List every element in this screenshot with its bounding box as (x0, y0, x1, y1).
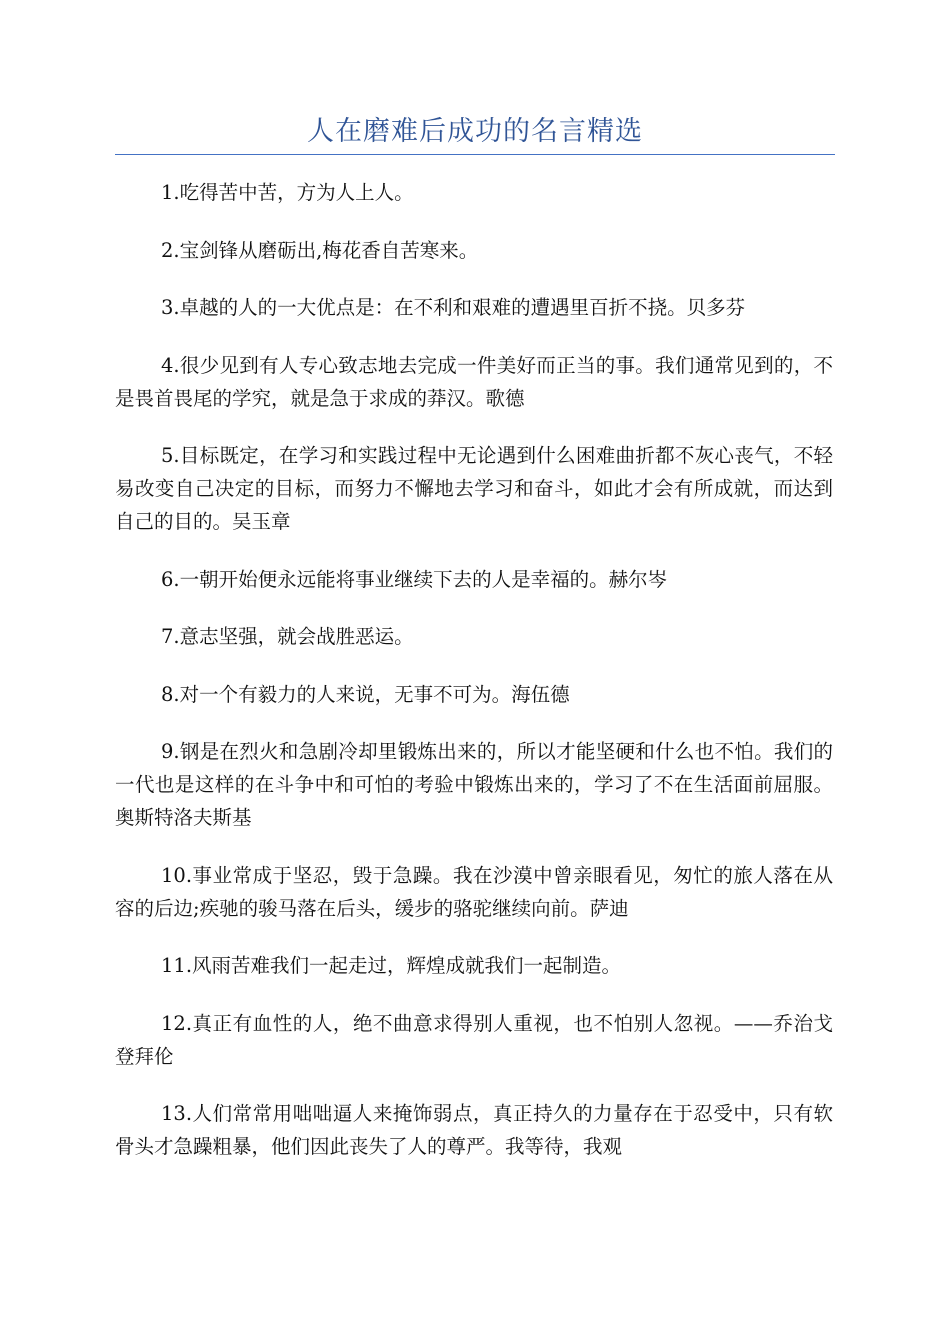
quote-paragraph: 7.意志坚强，就会战胜恶运。 (161, 625, 414, 648)
quote-paragraph: 9.钢是在烈火和急剧冷却里锻炼出来的，所以才能坚硬和什么也不怕。我们的一代也是这样的在斗争中和可怕的考验中锻炼出来的，学习了不在生活面前屈服。奥斯特洛夫斯基 (115, 740, 833, 829)
document-title: 人在磨难后成功的名言精选 (307, 116, 643, 147)
quote-paragraph: 13.人们常常用咄咄逼人来掩饰弱点，真正持久的力量存在于忍受中，只有软骨头才急躁粗暴，他们因此丧失了人的尊严。我等待，我观 (115, 1102, 833, 1158)
title-underline (115, 154, 835, 155)
quote-paragraph: 1.吃得苦中苦，方为人上人。 (161, 181, 414, 204)
quote-paragraph: 8.对一个有毅力的人来说，无事不可为。海伍德 (161, 682, 570, 706)
quote-paragraph: 10.事业常成于坚忍，毁于急躁。我在沙漠中曾亲眼看见，匆忙的旅人落在从容的后边;疾驰的骏马落在后头，缓步的骆驼继续向前。萨迪 (115, 863, 833, 920)
quote-paragraph: 6.一朝开始便永远能将事业继续下去的人是幸福的。赫尔岑 (161, 567, 668, 591)
quote-paragraph: 11.风雨苦难我们一起走过，辉煌成就我们一起制造。 (161, 954, 622, 977)
quote-paragraph: 12.真正有血性的人，绝不曲意求得别人重视，也不怕别人忽视。——乔治戈登拜伦 (115, 1011, 833, 1068)
quote-paragraph: 2.宝剑锋从磨砺出,梅花香自苦寒来。 (161, 238, 479, 262)
document-body (115, 176, 833, 1188)
quote-paragraph: 5.目标既定，在学习和实践过程中无论遇到什么困难曲折都不灰心丧气，不轻易改变自己决定的目标，而努力不懈地去学习和奋斗，如此才会有所成就，而达到自己的目的。吴玉章 (115, 444, 833, 533)
quote-paragraph: 4.很少见到有人专心致志地去完成一件美好而正当的事。我们通常见到的，不是畏首畏尾的学究，就是急于求成的莽汉。歌德 (115, 353, 833, 410)
quote-paragraph: 3.卓越的人的一大优点是：在不利和艰难的遭遇里百折不挠。贝多芬 (161, 296, 746, 319)
